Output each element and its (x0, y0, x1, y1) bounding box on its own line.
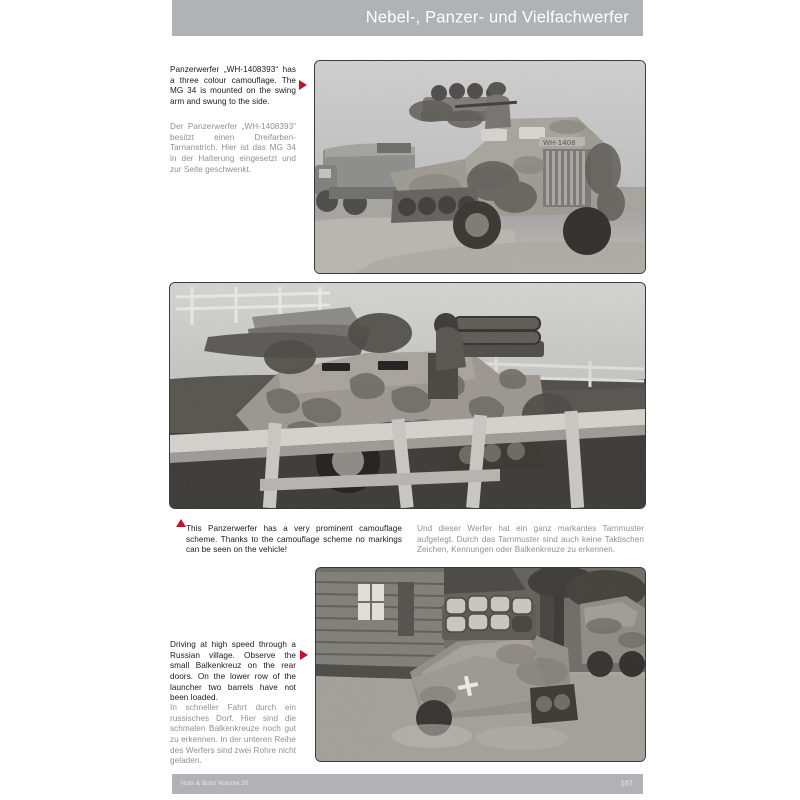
caption-top-english-text: Panzerwerfer „WH-1408393“ has a three colour camouflage. The MG 34 is mounted on the swing arm and swung to the side. (170, 65, 296, 106)
caption-bottom-english (170, 640, 296, 704)
photo-middle-image (170, 283, 645, 508)
photo-middle (170, 283, 645, 508)
caption-top-german (170, 122, 296, 175)
footer-page-number: 107 (620, 780, 633, 788)
footer-book-title: Nuts & Bolts Volume 30 (181, 781, 249, 787)
triangle-up-icon (176, 519, 186, 527)
triangle-right-icon (299, 80, 307, 90)
photo-bottom-image (316, 568, 645, 761)
photo-top (315, 61, 645, 273)
page-header-title: Nebel-, Panzer- und Vielfachwerfer (365, 8, 629, 27)
caption-middle-german-text: Und dieser Werfer hat ein ganz markantes Tarnmuster aufgelegt. Durch das Tarnmuster sind auch keine Taktischen Zeichen, Kennungen oder Balkenkreuze zu erkennen. (417, 524, 644, 555)
photo-bottom (316, 568, 645, 761)
caption-top-german-text: Der Panzerwerfer „WH-1408393“ besitzt einen Dreifarben-Tarnanstrich. Hier ist das MG 34 in der Halterung eingesetzt und zur Seite geschwenkt. (170, 122, 296, 174)
caption-middle-english-text: This Panzerwerfer has a very prominent camouflage scheme. Thanks to the camouflage scheme no markings can be seen on the vehicle! (186, 524, 402, 555)
caption-middle-english (186, 524, 402, 556)
caption-bottom-german (170, 703, 296, 767)
triangle-right-icon-bottom (300, 650, 308, 660)
caption-middle-german (417, 524, 644, 556)
page-header-bar (172, 0, 643, 36)
caption-bottom-english-text: Driving at high speed through a Russian village. Observe the small Balkenkreuz on the rear doors. On the lower row of the launcher two barrels have not been loaded. (170, 640, 296, 703)
page-footer-bar (172, 774, 643, 794)
photo-top-image (315, 61, 645, 273)
caption-bottom-german-text: In schneller Fahrt durch ein russisches Dorf. Hier sind die schmalen Balkenkreuze noch gut zu erkennen. In der unteren Reihe des Werfers sind zwei Rohre nicht geladen. (170, 703, 296, 766)
caption-top-english (170, 65, 296, 108)
